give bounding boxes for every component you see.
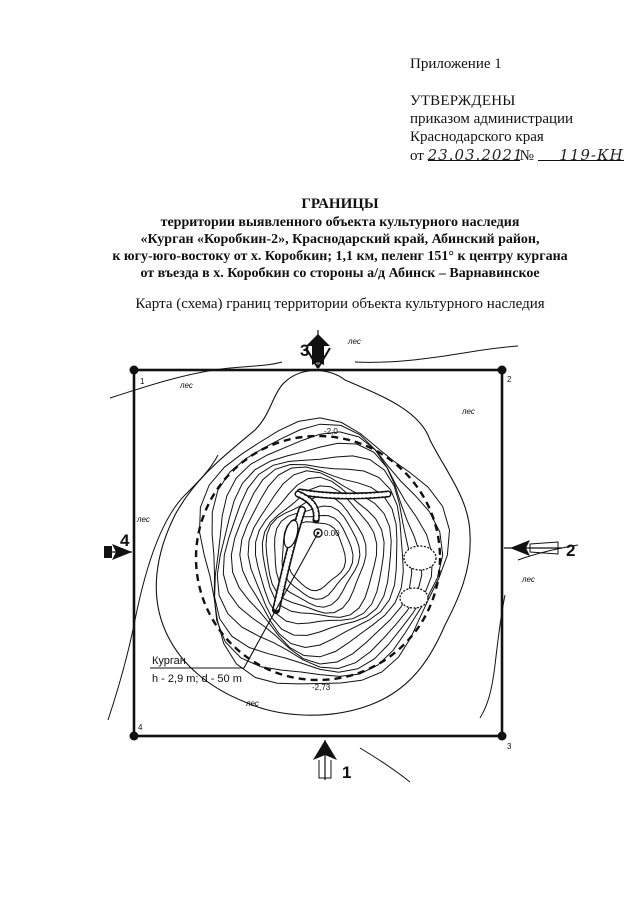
arrow-right-tail (104, 546, 112, 558)
title-line-3: к югу-юго-востоку от х. Коробкин; 1,1 км, пеленг 151° к центру кургана (112, 249, 568, 264)
number-sign: № (519, 148, 534, 164)
number-handwritten: 119-КН (559, 146, 624, 164)
forest-label-west: лес (137, 515, 150, 524)
kurgan-name: Курган (152, 655, 186, 667)
forest-label-north: лес (348, 337, 361, 346)
forest-label-east: лес (522, 575, 535, 584)
forest-label-south: лес (246, 699, 259, 708)
approved-heading: УТВЕРЖДЕНЫ (410, 93, 516, 109)
boundary-map (0, 320, 640, 800)
corner-label-1: 1 (140, 377, 145, 386)
title-line-4: от въезда в х. Коробкин со стороны а/д Абинск – Варнавинское (140, 266, 540, 281)
forest-labels (136, 337, 535, 708)
title-line-1: территории выявленного объекта культурного наследия (160, 215, 520, 230)
document-title (60, 196, 620, 282)
corner-point-4 (130, 732, 139, 741)
corner-point-1 (130, 366, 139, 375)
approved-date-line (410, 146, 624, 165)
date-handwritten: 23.03.2021 (427, 146, 524, 164)
corner-point-2 (498, 366, 507, 375)
elevation-top: -2,0 (324, 427, 338, 436)
arrow-label-3: 3 (300, 341, 310, 360)
approved-region: Краснодарского края (410, 129, 544, 145)
arrow-label-1: 1 (342, 763, 352, 782)
view-arrow-4 (104, 531, 132, 560)
arrow-label-4: 4 (120, 531, 130, 550)
arrow-label-2: 2 (566, 541, 576, 560)
terrain-line-south (360, 748, 410, 782)
pit-east-lower (400, 588, 428, 608)
date-prefix: от (410, 148, 424, 164)
corner-label-2: 2 (507, 375, 512, 384)
view-arrow-3 (300, 330, 330, 368)
appendix-label: Приложение 1 (410, 56, 502, 72)
forest-label-northeast: лес (462, 407, 475, 416)
forest-label-northwest: лес (180, 381, 193, 390)
terrain-line-top-right (355, 346, 518, 362)
approved-by-order: приказом администрации (410, 111, 574, 127)
corner-point-3 (498, 732, 507, 741)
terrain-lines (108, 346, 578, 782)
map-subtitle: Карта (схема) границ территории объекта культурного наследия (135, 296, 545, 312)
elevation-bottom: -2,73 (312, 683, 331, 692)
elevation-center: 0.00 (324, 529, 340, 538)
kurgan-parameters: h - 2,9 m; d - 50 m (152, 673, 242, 685)
view-arrow-1 (313, 740, 351, 782)
trench-pit (282, 519, 301, 549)
number-underline (538, 146, 624, 164)
approval-block (410, 92, 624, 165)
outer-contour (156, 370, 470, 715)
title-line-2: «Курган «Коробкин-2», Краснодарский край, Абинский район, (140, 232, 540, 247)
corner-label-4: 4 (138, 723, 143, 732)
date-underline (427, 146, 524, 164)
corner-label-3: 3 (507, 742, 512, 751)
view-arrow-2 (504, 540, 575, 560)
pit-east-upper (404, 546, 436, 570)
title-main: ГРАНИЦЫ (301, 196, 379, 212)
